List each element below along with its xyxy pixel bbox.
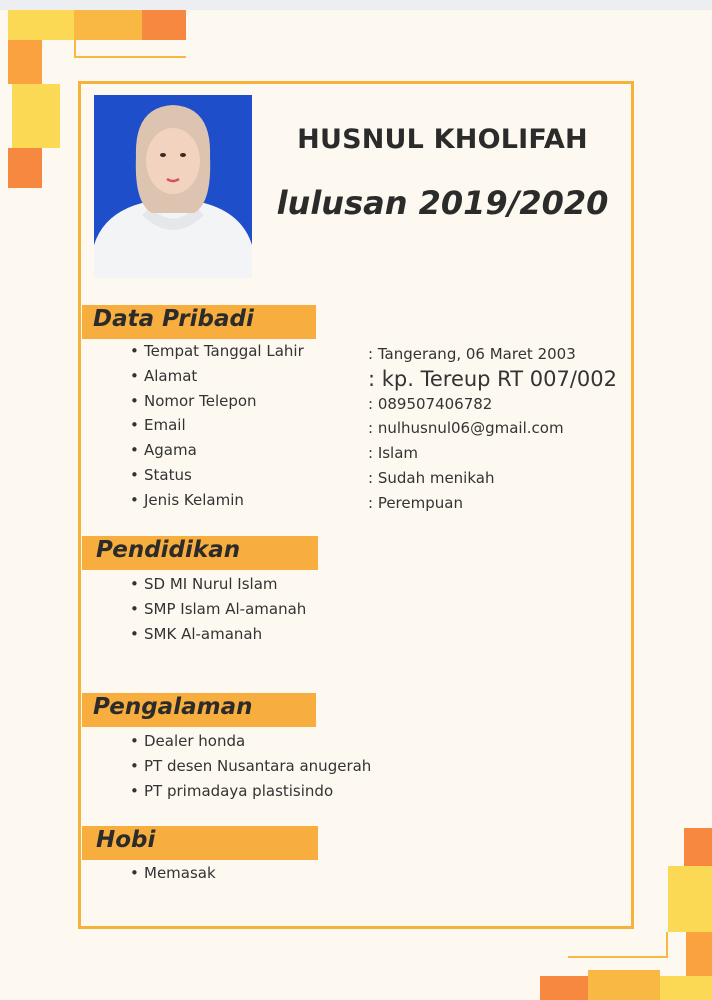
person-name: HUSNUL KHOLIFAH <box>297 124 588 155</box>
list-item: • Alamat <box>130 364 304 389</box>
personal-data-values <box>368 342 617 516</box>
list-item: • Email <box>130 413 304 438</box>
value-status: : Sudah menikah <box>368 468 495 487</box>
section-title-pendidikan: Pendidikan <box>96 537 241 563</box>
list-item: • PT primadaya plastisindo <box>130 779 371 804</box>
value-address: : kp. Tereup RT 007/002 <box>368 366 617 391</box>
experience-list <box>130 729 371 803</box>
value-email: : nulhusnul06@gmail.com <box>368 419 564 438</box>
value-phone: : 089507406782 <box>368 394 493 413</box>
list-item: • Nomor Telepon <box>130 389 304 414</box>
list-item: • Jenis Kelamin <box>130 488 304 513</box>
value-gender: : Perempuan <box>368 493 463 512</box>
value-religion: : Islam <box>368 444 419 463</box>
section-title-data-pribadi: Data Pribadi <box>93 306 254 332</box>
list-item: • PT desen Nusantara anugerah <box>130 754 371 779</box>
personal-data-labels <box>130 339 304 513</box>
value-birth: : Tangerang, 06 Maret 2003 <box>368 345 576 363</box>
list-item: • SMP Islam Al-amanah <box>130 597 306 622</box>
hobby-list <box>130 861 216 886</box>
section-title-pengalaman: Pengalaman <box>93 694 253 720</box>
list-item: • SMK Al-amanah <box>130 622 306 647</box>
list-item: • Tempat Tanggal Lahir <box>130 339 304 364</box>
list-item: • Memasak <box>130 861 216 886</box>
list-item: • Agama <box>130 438 304 463</box>
list-item: • Dealer honda <box>130 729 371 754</box>
profile-photo <box>94 95 252 278</box>
graduation-subtitle: lulusan 2019/2020 <box>276 184 609 222</box>
education-list <box>130 572 306 646</box>
list-item: • SD MI Nurul Islam <box>130 572 306 597</box>
browser-top-strip <box>0 0 712 10</box>
list-item: • Status <box>130 463 304 488</box>
section-title-hobi: Hobi <box>96 827 156 853</box>
